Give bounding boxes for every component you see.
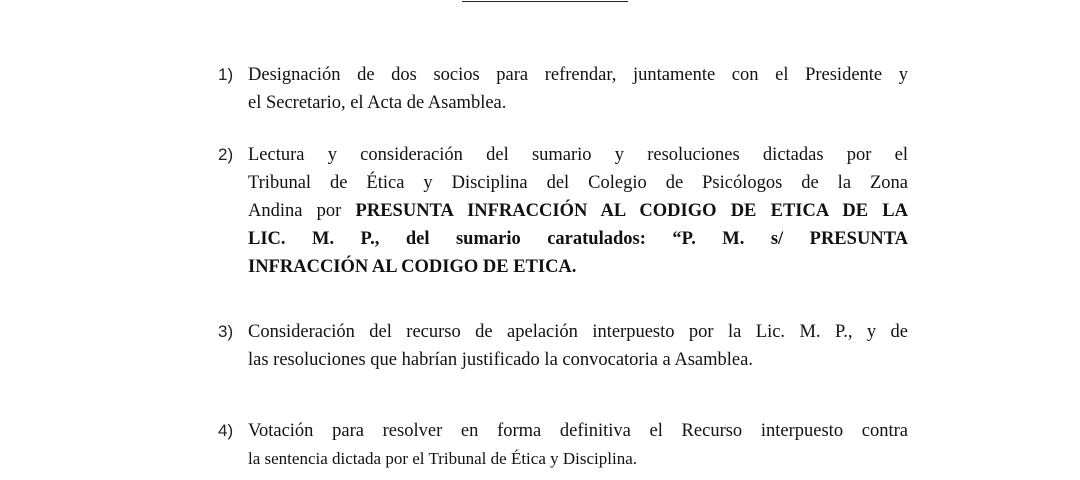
item-number: 4): [218, 421, 234, 440]
item-line: Designación de dos socios para refrendar, juntamente con el Presidente y: [248, 65, 908, 85]
item-line: las resoluciones que habrían justificado la convocatoria a Asamblea.: [248, 350, 753, 370]
item-text: [248, 141, 908, 281]
item-text: [248, 61, 908, 117]
item-line-bold: LIC. M. P., del sumario caratulados: “P. M. s/ PRESUNTA: [248, 229, 908, 249]
agenda-item-2: [218, 141, 908, 281]
item-line-bold: INFRACCIÓN AL CODIGO DE ETICA.: [248, 257, 577, 277]
item-number: 3): [218, 322, 234, 341]
item-number: 1): [218, 65, 234, 84]
item-line: la sentencia dictada por el Tribunal de Ética y Disciplina.: [248, 449, 637, 468]
item-line: el Secretario, el Acta de Asamblea.: [248, 93, 507, 113]
agenda-item-3: [218, 318, 908, 374]
item-line-bold: PRESUNTA INFRACCIÓN AL CODIGO DE ETICA DE LA: [355, 201, 908, 221]
item-line: Votación para resolver en forma definitiva el Recurso interpuesto contra: [248, 421, 908, 441]
item-line: [248, 197, 908, 225]
item-number: 2): [218, 145, 234, 164]
header-underline: [462, 1, 628, 2]
item-line: Lectura y consideración del sumario y resoluciones dictadas por el: [248, 145, 908, 165]
item-text: [248, 417, 908, 473]
item-text: [248, 318, 908, 374]
item-line-plain: Andina por: [248, 201, 356, 221]
agenda-item-4: [218, 417, 908, 473]
item-line: Consideración del recurso de apelación interpuesto por la Lic. M. P., y de: [248, 322, 908, 342]
agenda-item-1: [218, 61, 908, 117]
item-line: Tribunal de Ética y Disciplina del Colegio de Psicólogos de la Zona: [248, 173, 908, 193]
